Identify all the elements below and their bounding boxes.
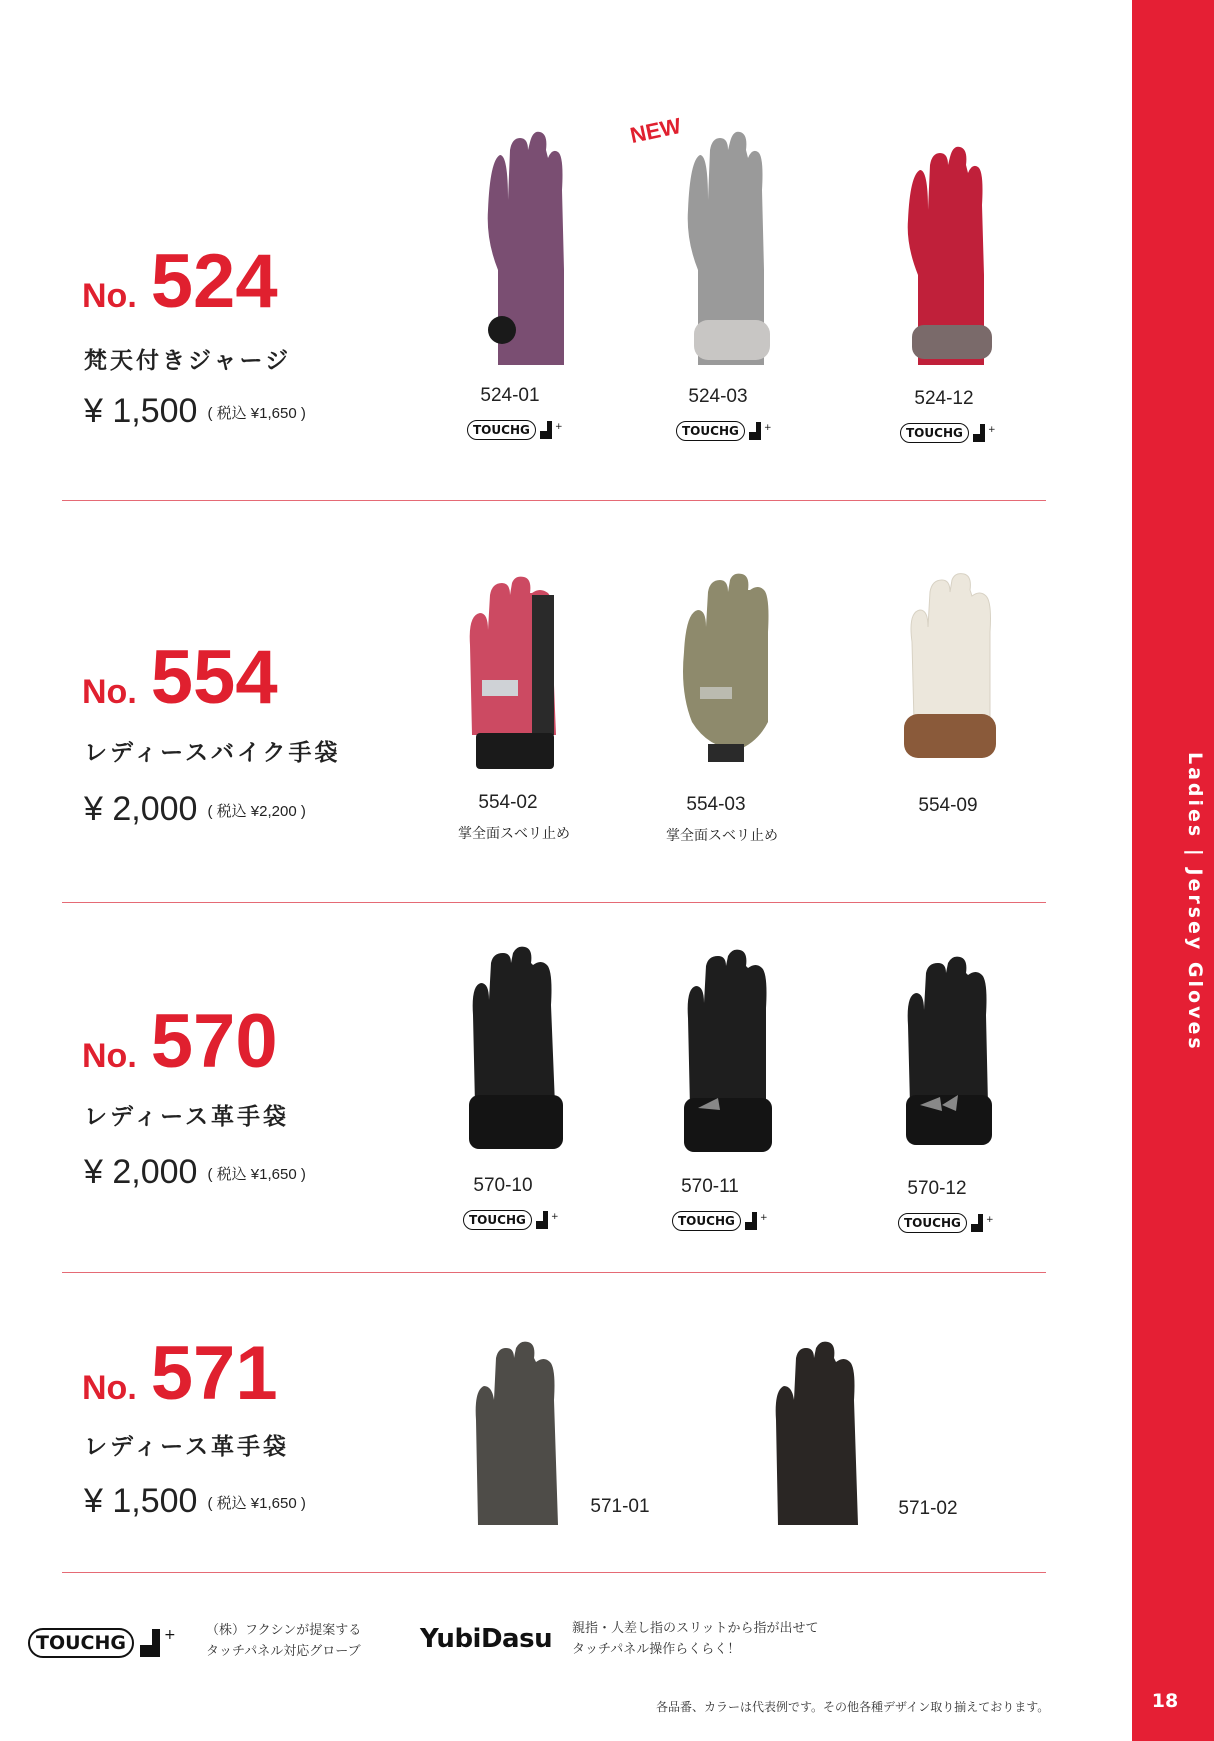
product-name-571: レディース革手袋 bbox=[84, 1434, 290, 1460]
touch-finger-icon bbox=[536, 419, 563, 441]
glove-image-524-03 bbox=[678, 130, 778, 365]
glove-image-571-01 bbox=[468, 1340, 568, 1530]
glove-image-554-09 bbox=[900, 572, 1000, 767]
product-number-524: No. 524 bbox=[82, 239, 278, 324]
product-number-571: No. 571 bbox=[82, 1331, 278, 1416]
glove-image-570-12 bbox=[898, 955, 998, 1160]
glove-image-554-02 bbox=[460, 575, 570, 770]
glove-image-570-11 bbox=[678, 948, 778, 1158]
product-name-570: レディース革手袋 bbox=[84, 1104, 290, 1130]
section-divider bbox=[62, 1572, 1046, 1573]
svg-text:+: + bbox=[985, 1215, 994, 1225]
product-name-524: 梵天付きジャージ bbox=[84, 348, 292, 374]
yubidasu-logo: YubiDasu bbox=[420, 1624, 553, 1654]
variant-code-570-11: 570-11 bbox=[681, 1176, 739, 1197]
product-name-554: レディースバイク手袋 bbox=[84, 740, 341, 766]
variant-code-570-10: 570-10 bbox=[473, 1175, 533, 1196]
section-divider bbox=[62, 500, 1046, 501]
variant-code-571-01: 571-01 bbox=[590, 1496, 650, 1517]
product-price-571: ¥ 1,500 ( 税込 ¥1,650 ) bbox=[84, 1482, 306, 1520]
touchg-mark: TOUCHG + bbox=[463, 1209, 556, 1231]
variant-note-554-03: 掌全面スベリ止め bbox=[666, 828, 778, 844]
glove-image-524-01 bbox=[478, 130, 578, 365]
section-divider bbox=[62, 1272, 1046, 1273]
touch-finger-icon bbox=[134, 1625, 174, 1661]
svg-text:+: + bbox=[550, 1212, 559, 1222]
touch-finger-icon bbox=[532, 1209, 559, 1231]
product-number-554: No. 554 bbox=[82, 635, 278, 720]
variant-code-524-12: 524-12 bbox=[914, 388, 974, 409]
touchg-mark: TOUCHG + bbox=[672, 1210, 765, 1232]
disclaimer-text: 各品番、カラーは代表例です。その他各種デザイン取り揃えております。 bbox=[656, 1700, 1050, 1714]
variant-code-571-02: 571-02 bbox=[898, 1498, 958, 1519]
touch-finger-icon bbox=[741, 1210, 768, 1232]
svg-text:+: + bbox=[987, 425, 996, 435]
glove-image-570-10 bbox=[465, 945, 565, 1155]
sidebar-title: Ladies | Jersey Gloves bbox=[1184, 752, 1206, 1052]
touchg-mark: TOUCHG + bbox=[467, 419, 560, 441]
touch-finger-icon bbox=[967, 1212, 994, 1234]
touchg-mark: TOUCHG + bbox=[676, 420, 769, 442]
touchg-description: （株）フクシンが提案する タッチパネル対応グローブ bbox=[206, 1623, 362, 1659]
section-divider bbox=[62, 902, 1046, 903]
variant-code-554-09: 554-09 bbox=[918, 795, 978, 816]
product-price-524: ¥ 1,500 ( 税込 ¥1,650 ) bbox=[84, 392, 306, 430]
product-number-570: No. 570 bbox=[82, 999, 278, 1084]
touchg-mark: TOUCHG + bbox=[898, 1212, 991, 1234]
svg-text:+: + bbox=[554, 422, 563, 432]
page-number: 18 bbox=[1151, 1690, 1179, 1712]
svg-text:+: + bbox=[763, 423, 772, 433]
svg-text:+: + bbox=[163, 1627, 176, 1643]
glove-image-524-12 bbox=[898, 145, 998, 365]
svg-text:+: + bbox=[759, 1213, 768, 1223]
glove-image-554-03 bbox=[678, 572, 778, 767]
touch-finger-icon bbox=[745, 420, 772, 442]
product-price-570: ¥ 2,000 ( 税込 ¥1,650 ) bbox=[84, 1153, 306, 1191]
glove-image-571-02 bbox=[768, 1340, 868, 1530]
new-badge: NEW bbox=[627, 112, 684, 149]
variant-code-524-03: 524-03 bbox=[688, 386, 748, 407]
variant-code-524-01: 524-01 bbox=[480, 385, 540, 406]
product-price-554: ¥ 2,000 ( 税込 ¥2,200 ) bbox=[84, 790, 306, 828]
variant-code-554-02: 554-02 bbox=[478, 792, 538, 813]
variant-code-554-03: 554-03 bbox=[686, 794, 746, 815]
variant-code-570-12: 570-12 bbox=[907, 1178, 967, 1199]
touch-finger-icon bbox=[969, 422, 996, 444]
footer-touchg-logo: TOUCHG + bbox=[28, 1625, 174, 1661]
touchg-mark: TOUCHG + bbox=[900, 422, 993, 444]
variant-note-554-02: 掌全面スベリ止め bbox=[458, 826, 570, 842]
yubidasu-description: 親指・人差し指のスリットから指が出せて タッチパネル操作らくらく！ bbox=[572, 1621, 819, 1657]
